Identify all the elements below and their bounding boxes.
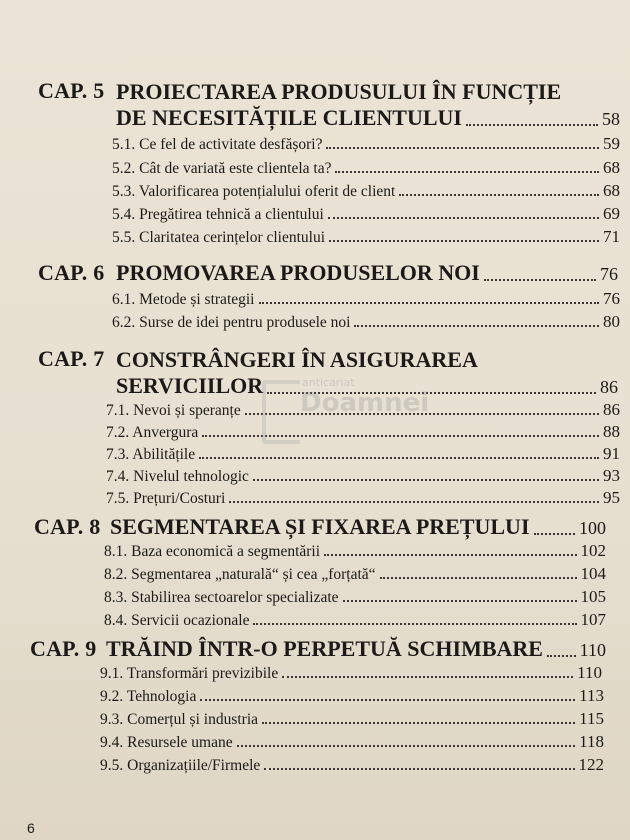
watermark-line1: anticariat bbox=[302, 376, 355, 389]
section-page: 71 bbox=[603, 227, 620, 246]
dot-leader bbox=[324, 554, 576, 556]
section-page: 88 bbox=[603, 422, 620, 441]
section-row bbox=[100, 755, 604, 775]
chapter-page: 58 bbox=[602, 109, 620, 129]
section-page: 86 bbox=[603, 400, 620, 419]
section-row bbox=[112, 134, 620, 154]
section-label: 5.2. Cât de variată este clientela ta? bbox=[112, 160, 332, 177]
section-page: 102 bbox=[580, 541, 606, 560]
chapter-number: CAP. 9 bbox=[30, 636, 97, 661]
chapter-page: 76 bbox=[600, 264, 618, 284]
dot-leader bbox=[253, 479, 599, 481]
watermark-bracket-icon bbox=[262, 380, 300, 444]
chapter-page: 100 bbox=[579, 518, 606, 538]
section-page: 107 bbox=[580, 610, 606, 629]
section-label: 8.3. Stabilirea sectoarelor specializate bbox=[104, 589, 339, 606]
chapter-title-line1: CONSTRÂNGERI ÎN ASIGURAREA bbox=[116, 347, 478, 372]
chapter-title-line2: SERVICIILOR bbox=[116, 373, 264, 398]
dot-leader bbox=[354, 325, 599, 327]
section-page: 68 bbox=[603, 158, 620, 177]
chapter-title-line2-row bbox=[116, 105, 620, 131]
section-page: 113 bbox=[579, 686, 604, 705]
dot-leader bbox=[335, 171, 599, 173]
dot-leader bbox=[200, 699, 575, 701]
chapter-title: SEGMENTAREA ȘI FIXAREA PREȚULUI bbox=[110, 514, 530, 539]
section-label: 7.2. Anvergura bbox=[106, 424, 199, 441]
section-page: 91 bbox=[603, 444, 620, 463]
section-row bbox=[100, 732, 604, 752]
chapter-number: CAP. 6 bbox=[38, 260, 105, 285]
section-page: 80 bbox=[603, 312, 620, 331]
section-label: 9.1. Transformări previzibile bbox=[100, 665, 279, 682]
section-page: 95 bbox=[603, 488, 620, 507]
dot-leader bbox=[399, 194, 599, 196]
section-row bbox=[106, 466, 620, 486]
section-page: 122 bbox=[578, 755, 604, 774]
dot-leader bbox=[262, 722, 575, 724]
chapter-page: 110 bbox=[579, 640, 606, 660]
chapter-number: CAP. 8 bbox=[34, 514, 101, 539]
dot-leader bbox=[484, 279, 596, 281]
dot-leader bbox=[259, 302, 600, 304]
section-label: 6.2. Surse de idei pentru produsele noi bbox=[112, 314, 351, 331]
dot-leader bbox=[264, 768, 574, 770]
section-row bbox=[100, 663, 602, 683]
chapter-title: PROMOVAREA PRODUSELOR NOI bbox=[116, 260, 480, 285]
watermark-logo bbox=[262, 376, 430, 446]
section-row bbox=[112, 181, 620, 201]
section-page: 105 bbox=[580, 587, 606, 606]
section-label: 5.3. Valorificarea potențialului oferit de client bbox=[112, 183, 396, 200]
section-label: 9.5. Organizațiile/Firmele bbox=[100, 757, 261, 774]
section-label: 8.2. Segmentarea „naturală“ și cea „forțată“ bbox=[104, 566, 376, 583]
section-label: 9.2. Tehnologia bbox=[100, 688, 197, 705]
dot-leader bbox=[343, 600, 577, 602]
page-number: 6 bbox=[27, 820, 35, 836]
chapter-number: CAP. 7 bbox=[38, 346, 105, 371]
section-label: 7.4. Nivelul tehnologic bbox=[106, 468, 249, 485]
section-page: 68 bbox=[603, 181, 620, 200]
dot-leader bbox=[534, 533, 575, 535]
section-row bbox=[106, 444, 620, 464]
section-row bbox=[112, 158, 620, 178]
chapter-title-row bbox=[116, 260, 618, 286]
section-label: 7.1. Nevoi și speranțe bbox=[106, 402, 241, 419]
section-label: 7.5. Prețuri/Costuri bbox=[106, 490, 226, 507]
section-label: 5.5. Claritatea cerințelor clientului bbox=[112, 229, 326, 246]
section-row bbox=[104, 610, 606, 630]
chapter-number: CAP. 5 bbox=[38, 78, 105, 103]
section-page: 69 bbox=[603, 204, 620, 223]
chapter-title: TRĂIND ÎNTR-O PERPETUĂ SCHIMBARE bbox=[106, 636, 543, 661]
dot-leader bbox=[329, 240, 599, 242]
section-page: 115 bbox=[579, 709, 604, 728]
section-label: 9.4. Resursele umane bbox=[100, 734, 233, 751]
section-page: 104 bbox=[580, 564, 606, 583]
section-label: 7.3. Abilitățile bbox=[106, 446, 196, 463]
section-label: 5.4. Pregătirea tehnică a clientului bbox=[112, 206, 324, 223]
dot-leader bbox=[199, 457, 599, 459]
section-label: 5.1. Ce fel de activitate desfășori? bbox=[112, 136, 323, 153]
watermark-line2: Doamnei bbox=[300, 388, 430, 418]
section-row bbox=[100, 686, 604, 706]
chapter-title-row bbox=[106, 636, 606, 662]
dot-leader bbox=[237, 745, 576, 747]
section-row bbox=[104, 541, 606, 561]
section-page: 93 bbox=[603, 466, 620, 485]
chapter-title-line2: DE NECESITĂȚILE CLIENTULUI bbox=[116, 105, 462, 130]
section-label: 6.1. Metode și strategii bbox=[112, 291, 255, 308]
section-row bbox=[112, 312, 620, 332]
chapter-page: 86 bbox=[600, 377, 618, 397]
section-row bbox=[112, 289, 620, 309]
dot-leader bbox=[253, 623, 576, 625]
section-row bbox=[104, 564, 606, 584]
section-row bbox=[112, 227, 620, 247]
section-page: 59 bbox=[603, 134, 620, 153]
section-label: 9.3. Comerțul și industria bbox=[100, 711, 259, 728]
dot-leader bbox=[328, 217, 599, 219]
section-page: 110 bbox=[577, 663, 602, 682]
section-row bbox=[106, 488, 620, 508]
section-label: 8.4. Servicii ocazionale bbox=[104, 612, 250, 629]
section-label: 8.1. Baza economică a segmentării bbox=[104, 543, 321, 560]
dot-leader bbox=[326, 147, 599, 149]
section-row bbox=[104, 587, 606, 607]
section-row bbox=[100, 709, 604, 729]
chapter-title-row bbox=[110, 514, 606, 540]
section-page: 76 bbox=[603, 289, 620, 308]
chapter-title-line1: PROIECTAREA PRODUSULUI ÎN FUNCȚIE bbox=[116, 79, 562, 104]
dot-leader bbox=[229, 501, 599, 503]
dot-leader bbox=[466, 124, 598, 126]
section-row bbox=[112, 204, 620, 224]
dot-leader bbox=[282, 676, 573, 678]
dot-leader bbox=[380, 577, 577, 579]
dot-leader bbox=[547, 655, 576, 657]
section-page: 118 bbox=[579, 732, 604, 751]
